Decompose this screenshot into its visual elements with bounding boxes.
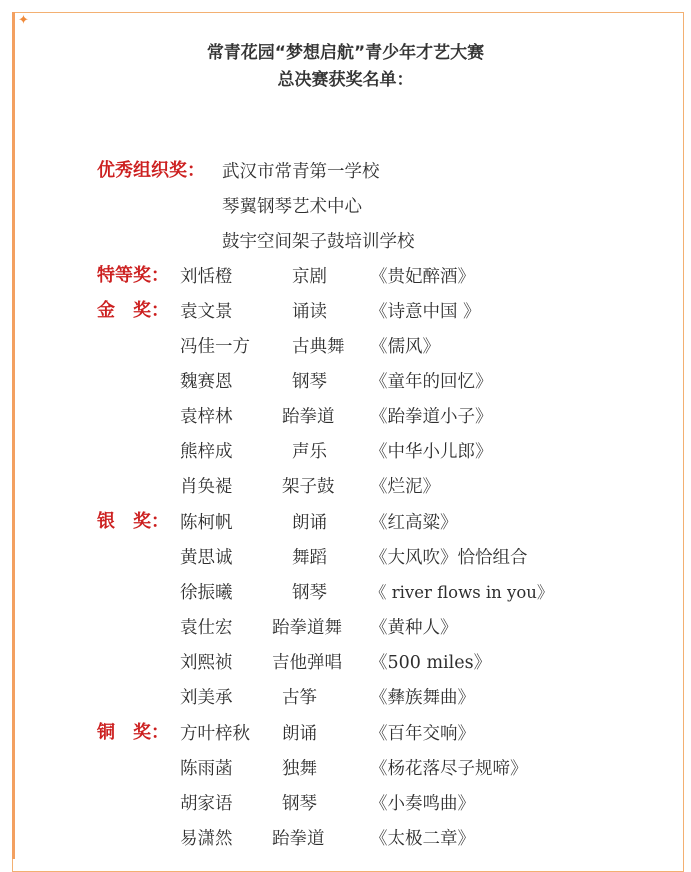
winner-program: 《童年的回忆》 (370, 372, 493, 392)
winner-program: 《跆拳道小子》 (370, 407, 493, 427)
winner-program: 《500 miles》 (370, 653, 492, 673)
winner-name: 冯佳一方 (180, 337, 250, 357)
frame-accent-bar (12, 12, 15, 859)
winner-name: 肖奂褆 (180, 477, 233, 497)
winner-name: 易潇然 (180, 829, 233, 849)
winner-name: 袁梓林 (180, 407, 233, 427)
award-label-special: 特等奖： (97, 265, 169, 286)
winner-category: 架子鼓 (282, 477, 335, 497)
winner-name: 陈雨菡 (180, 759, 233, 779)
page-title: 常青花园“梦想启航”青少年才艺大赛 (206, 43, 485, 63)
organizer-item: 琴翼钢琴艺术中心 (222, 197, 362, 217)
winner-name: 方叶梓秋 (180, 724, 250, 744)
winner-program: 《红高粱》 (370, 513, 458, 533)
winner-program: 《 river flows in you》 (370, 583, 554, 602)
organizer-item: 武汉市常青第一学校 (222, 162, 380, 182)
winner-category: 钢琴 (292, 583, 327, 603)
winner-category: 舞蹈 (292, 548, 327, 568)
winner-category: 跆拳道舞 (272, 618, 342, 638)
winner-program: 《贵妃醉酒》 (370, 267, 475, 287)
winner-program: 《小奏鸣曲》 (370, 794, 475, 814)
winner-category: 跆拳道 (282, 407, 335, 427)
winner-program: 《烂泥》 (370, 477, 440, 497)
winner-name: 袁仕宏 (180, 618, 233, 638)
organizer-award-label: 优秀组织奖： (97, 160, 205, 181)
winner-category: 朗诵 (282, 724, 317, 744)
winner-category: 朗诵 (292, 513, 327, 533)
winner-program: 《大风吹》恰恰组合 (370, 548, 528, 568)
winner-name: 刘熙祯 (180, 653, 233, 673)
winner-program: 《中华小儿郎》 (370, 442, 493, 462)
winner-category: 诵读 (292, 302, 327, 322)
winner-program: 《太极二章》 (370, 829, 475, 849)
winner-program: 《黄种人》 (370, 618, 458, 638)
award-label-bronze: 铜 奖： (97, 722, 169, 743)
winner-category: 独舞 (282, 759, 317, 779)
winner-name: 魏赛恩 (180, 372, 233, 392)
award-label-silver: 银 奖： (97, 511, 169, 532)
winner-category: 钢琴 (282, 794, 317, 814)
winner-category: 古筝 (282, 688, 317, 708)
winner-program: 《儒风》 (370, 337, 440, 357)
star-icon: ✦ (18, 13, 29, 28)
winner-category: 跆拳道 (272, 829, 325, 849)
winner-name: 刘美承 (180, 688, 233, 708)
winner-category: 古典舞 (292, 337, 345, 357)
winner-name: 徐振曦 (180, 583, 233, 603)
winner-category: 钢琴 (292, 372, 327, 392)
winner-name: 黄思诚 (180, 548, 233, 568)
winner-program: 《诗意中国 》 (370, 302, 481, 322)
winner-category: 京剧 (292, 267, 327, 287)
winner-category: 吉他弹唱 (272, 653, 342, 673)
page-subtitle: 总决赛获奖名单： (277, 70, 414, 90)
winner-category: 声乐 (292, 442, 327, 462)
winner-program: 《百年交响》 (370, 724, 475, 744)
winner-program: 《杨花落尽子规啼》 (370, 759, 528, 779)
organizer-item: 鼓宇空间架子鼓培训学校 (222, 232, 415, 252)
winner-name: 熊梓成 (180, 442, 233, 462)
winner-name: 胡家语 (180, 794, 233, 814)
award-label-gold: 金 奖： (97, 300, 169, 321)
winner-name: 刘恬橙 (180, 267, 233, 287)
winner-name: 袁文景 (180, 302, 233, 322)
winner-name: 陈柯帆 (180, 513, 233, 533)
winner-program: 《彝族舞曲》 (370, 688, 475, 708)
